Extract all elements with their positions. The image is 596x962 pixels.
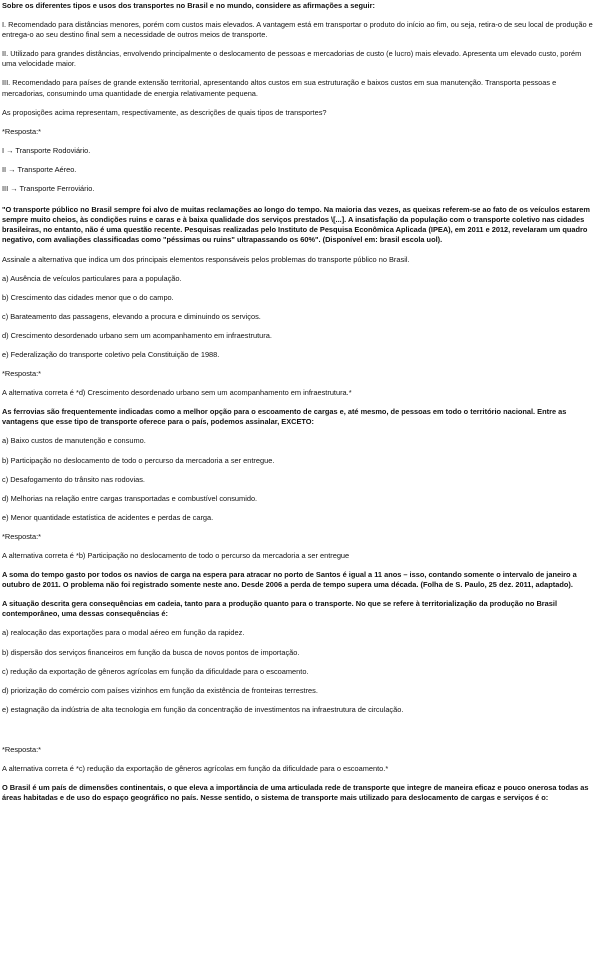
- question-1-title: Sobre os diferentes tipos e usos dos transportes no Brasil e no mundo, considere as afirmações a seguir:: [2, 1, 375, 10]
- option-d: d) priorização do comércio com países vizinhos em função da existência de fronteiras terrestres.: [2, 685, 318, 695]
- statement-i: I. Recomendado para distâncias menores, porém com custos mais elevados. A vantagem está em transportar o produto do início ao fim, ou seja, retira-o de seu local de produção e entrega-o ao seu destino final sem a necessidade de outros meios de transporte.: [2, 20, 593, 40]
- question-4-prompt: A situação descrita gera consequências em cadeia, tanto para a produção quanto para o transporte. No que se refere à territorialização da produção no Brasil contemporâneo, uma dessas consequências é:: [2, 599, 558, 619]
- answer-label: *Resposta:*: [2, 744, 42, 754]
- option-b: b) dispersão dos serviços financeiros em função da busca de novos pontos de importação.: [2, 647, 300, 657]
- statement-ii: II. Utilizado para grandes distâncias, envolvendo principalmente o deslocamento de pessoas e mercadorias de custo (e lucro) mais elevado. Apresenta um elevado custo, porém uma velocidade maior.: [2, 49, 582, 69]
- option-e: e) Federalização do transporte coletivo pela Constituição de 1988.: [2, 349, 220, 359]
- answer-line-ii: II → Transporte Aéreo.: [2, 164, 77, 174]
- answer-label: *Resposta:*: [2, 369, 42, 379]
- answer-label: *Resposta:*: [2, 126, 42, 136]
- question-1-prompt: As proposições acima representam, respectivamente, as descrições de quais tipos de transportes?: [2, 107, 327, 117]
- question-4-title: A soma do tempo gasto por todos os navios de carga na espera para atracar no porto de Santos é igual a 11 anos – isso, contando somente o intervalo de janeiro a outubro de 2011. O problema não foi registrado somente neste ano. Desde 2006 a perda de tempo supera uma década. (Folha de S. Paulo, 25 dez. 2011, adaptado).: [2, 570, 577, 590]
- option-e: e) estagnação da indústria de alta tecnologia em função da concentração de investimentos na infraestrutura de circulação.: [2, 704, 404, 714]
- option-e: e) Menor quantidade estatística de acidentes e perdas de carga.: [2, 512, 214, 522]
- option-a: a) realocação das exportações para o modal aéreo em função da rapidez.: [2, 628, 245, 638]
- question-2-title: "O transporte público no Brasil sempre foi alvo de muitas reclamações ao longo do tempo. Na maioria das vezes, as queixas referem-se ao fato de os veículos estarem sempre muito cheios, às condições ruins e caras e à baixa qualidade dos serviços prestados \[...]. A insatisfação da população com o transporte coletivo nas cidades brasileiras, no entanto, não é uma questão recente. Pesquisas realizadas pelo Instituto de Pesquisa Econômica Aplicada (IPEA), em 2011 e 2012, revelaram um quadro negativo, com avaliações classificadas como "péssimas ou ruins" ultrapassando os 60%". (Disponível em: brasil escola uol).: [2, 205, 590, 245]
- answer-line-iii: III → Transporte Ferroviário.: [2, 184, 95, 194]
- option-b: b) Participação no deslocamento de todo o percurso da mercadoria a ser entregue.: [2, 455, 275, 465]
- question-2-prompt: Assinale a alternativa que indica um dos principais elementos responsáveis pelos problemas do transporte público no Brasil.: [2, 254, 410, 264]
- question-3-title: As ferrovias são frequentemente indicadas como a melhor opção para o escoamento de cargas e, até mesmo, de pessoas em todo o território nacional. Entre as vantagens que esse tipo de transporte oferece para o país, podemos assinalar, EXCETO:: [2, 407, 567, 427]
- option-c: c) Desafogamento do trânsito nas rodovias.: [2, 474, 145, 484]
- option-b: b) Crescimento das cidades menor que o do campo.: [2, 292, 174, 302]
- question-5-title: O Brasil é um país de dimensões continentais, o que eleva a importância de uma articulada rede de transporte que integre de maneira eficaz e pouco onerosa todas as áreas habitadas e de uso do espaço geográfico no país. Nesse sentido, o sistema de transporte mais utilizado para deslocamento de cargas e serviços é o:: [2, 783, 589, 803]
- option-a: a) Baixo custos de manutenção e consumo.: [2, 436, 146, 446]
- answer-line-i: I → Transporte Rodoviário.: [2, 145, 91, 155]
- option-c: c) redução da exportação de gêneros agrícolas em função da dificuldade para o escoamento.: [2, 666, 309, 676]
- option-a: a) Ausência de veículos particulares para a população.: [2, 273, 182, 283]
- answer-text: A alternativa correta é *c) redução da exportação de gêneros agrícolas em função da dificuldade para o escoamento.*: [2, 764, 389, 774]
- answer-label: *Resposta:*: [2, 531, 42, 541]
- option-d: d) Crescimento desordenado urbano sem um acompanhamento em infraestrutura.: [2, 330, 272, 340]
- answer-text: A alternativa correta é *d) Crescimento desordenado urbano sem um acompanhamento em infraestrutura.*: [2, 388, 352, 398]
- option-c: c) Barateamento das passagens, elevando a procura e diminuindo os serviços.: [2, 311, 261, 321]
- statement-iii: III. Recomendado para países de grande extensão territorial, apresentando altos custos em sua estruturação e baixos custos em sua manutenção. Transporta pessoas e mercadorias, consumindo uma quantidade de energia relativamente pequena.: [2, 78, 557, 98]
- answer-text: A alternativa correta é *b) Participação no deslocamento de todo o percurso da mercadoria a ser entregue: [2, 551, 350, 560]
- option-d: d) Melhorias na relação entre cargas transportadas e combustível consumido.: [2, 493, 258, 503]
